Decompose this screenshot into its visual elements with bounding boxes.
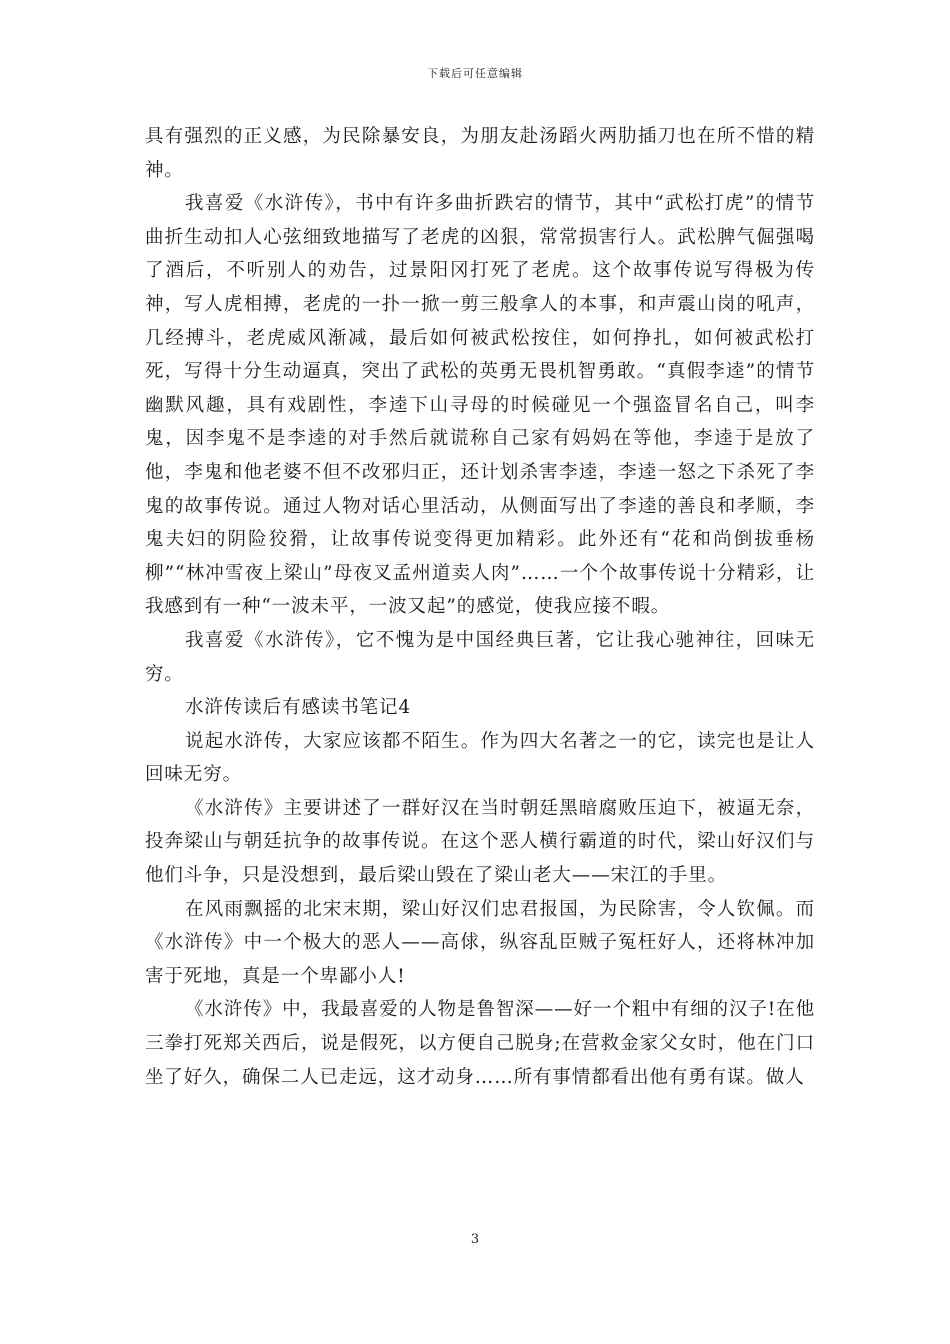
paragraph-intro: 说起水浒传，大家应该都不陌生。作为四大名著之一的它，读完也是让人回味无穷。	[145, 730, 815, 786]
paragraph-gaoqiu: 在风雨飘摇的北宋末期，梁山好汉们忠君报国，为民除害，令人钦佩。而《水浒传》中一个极大的恶人——高俅，纵容乱臣贼子冤枉好人，还将林冲加害于死地，真是一个卑鄙小人!	[145, 898, 815, 987]
paragraph-continuation: 具有强烈的正义感，为民除暴安良，为朋友赴汤蹈火两肋插刀也在所不惜的精神。	[145, 126, 815, 181]
paragraph-conclusion: 我喜爱《水浒传》，它不愧为是中国经典巨著，它让我心驰神往，回味无穷。	[145, 629, 815, 685]
section-heading: 水浒传读后有感读书笔记4	[185, 697, 412, 719]
document-body	[145, 120, 815, 1094]
page-number: 3	[470, 1232, 480, 1247]
paragraph-summary: 《水浒传》主要讲述了一群好汉在当时朝廷黑暗腐败压迫下，被逼无奈，投奔梁山与朝廷抗争的故事传说。在这个恶人横行霸道的时代，梁山好汉们与他们斗争，只是没想到，最后梁山毁在了梁山老大——宋江的手里。	[145, 797, 815, 887]
page-header: 下载后可任意编辑	[427, 67, 523, 80]
paragraph-wusong: 我喜爱《水浒传》，书中有许多曲折跌宕的情节，其中“武松打虎”的情节曲折生动扣人心弦细致地描写了老虎的凶狠，常常损害行人。武松脾气倔强喝了酒后，不听别人的劝告，过景阳冈打死了老虎。这个故事传说写得极为传神，写人虎相搏，老虎的一扑一掀一剪三般拿人的本事，和声震山岗的吼声，几经搏斗，老虎威风渐减，最后如何被武松按住，如何挣扎，如何被武松打死，写得十分生动逼真，突出了武松的英勇无畏机智勇敢。“真假李逵”的情节幽默风趣，具有戏剧性，李逵下山寻母的时候碰见一个强盗冒名自己，叫李鬼，因李鬼不是李逵的对手然后就谎称自己家有妈妈在等他，李逵于是放了他，李鬼和他老婆不但不改邪归正，还计划杀害李逵，李逵一怒之下杀死了李鬼的故事传说。通过人物对话心里活动，从侧面写出了李逵的善良和孝顺，李鬼夫妇的阴险狡猾，让故事传说变得更加精彩。此外还有“花和尚倒拔垂杨柳”“林冲雪夜上梁山”母夜叉孟州道卖人肉”……一个个故事传说十分精彩，让我感到有一种“一波未平，一波又起”的感觉，使我应接不暇。	[145, 193, 815, 618]
paragraph-luzhishen: 《水浒传》中，我最喜爱的人物是鲁智深——好一个粗中有细的汉子!在他三拳打死郑关西后，说是假死，以方便自己脱身;在营救金家父女时，他在门口坐了好久，确保二人已走远，这才动身……所有事情都看出他有勇有谋。做人	[145, 999, 815, 1088]
